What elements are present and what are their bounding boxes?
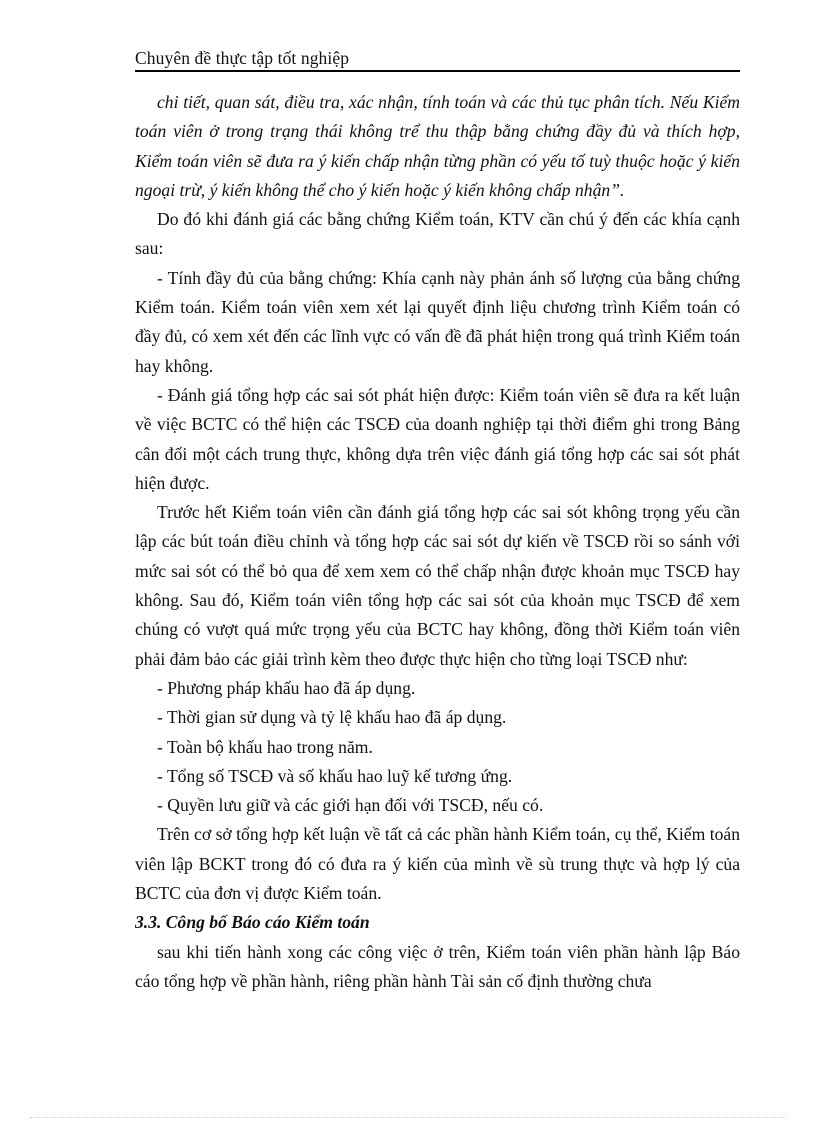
paragraph-auditor-assessment: Trước hết Kiểm toán viên cần đánh giá tổng hợp các sai sót không trọng yếu cần lập các bút toán điều chỉnh và tổng hợp các sai sót dự kiến về TSCĐ rồi so sánh với mức sai sót có thể bỏ qua để xem xem có thể chấp nhận được khoản mục TSCĐ hay không. Sau đó, Kiểm toán viên tổng hợp các sai sót của khoản mục TSCĐ để xem chúng có vượt quá mức trọng yếu của BCTC hay không, đồng thời Kiểm toán viên phải đảm bảo các giải trình kèm theo được thực hiện cho từng loại TSCĐ như:	[135, 502, 740, 669]
bullet-item: - Quyền lưu giữ và các giới hạn đối với TSCĐ, nếu có.	[157, 795, 544, 816]
document-body	[135, 88, 740, 996]
quote-paragraph: chi tiết, quan sát, điều tra, xác nhận, tính toán và các thủ tục phân tích. Nếu Kiểm toán viên ở trong trạng thái không trể thu thập bằng chứng đầy đủ và thích hợp, Kiểm toán viên sẽ đưa ra ý kiến chấp nhận từng phần có yếu tố tuỳ thuộc hoặc ý kiến ngoại trừ, ý kiến không thể cho ý kiến hoặc ý kiến không chấp nhận”.	[135, 92, 740, 200]
paragraph-aggregate-errors: - Đánh giá tổng hợp các sai sót phát hiện được: Kiểm toán viên sẽ đưa ra kết luận về việc BCTC có thể hiện các TSCĐ của doanh nghiệp tại thời điểm ghi trong Bảng cân đối một cách trung thực, không dựa trên việc đánh giá tổng hợp các sai sót phát hiện được.	[135, 384, 740, 493]
section-heading: 3.3. Công bố Báo cáo Kiểm toán	[135, 912, 370, 933]
paragraph-conclusion: Trên cơ sở tổng hợp kết luận về tất cả các phần hành Kiểm toán, cụ thể, Kiểm toán viên lập BCKT trong đó có đưa ra ý kiến của mình về sù trung thực và hợp lý của BCTC của đơn vị được Kiểm toán.	[135, 824, 740, 904]
paragraph-sufficiency: - Tính đầy đủ của bằng chứng: Khía cạnh này phản ánh số lượng của bằng chứng Kiểm toán. Kiểm toán viên xem xét lại quyết định liệu chương trình Kiểm toán có đầy đủ, có xem xét đến các lĩnh vực có vấn đề đã phát hiện trong quá trình Kiểm toán hay không.	[135, 267, 740, 376]
bullet-item: - Toàn bộ khấu hao trong năm.	[157, 736, 373, 757]
footer-divider	[30, 1117, 786, 1118]
header-title: Chuyên đề thực tập tốt nghiệp	[135, 48, 350, 68]
paragraph-evaluation-intro: Do đó khi đánh giá các bằng chứng Kiểm toán, KTV cần chú ý đến các khía cạnh sau:	[135, 209, 740, 259]
bullet-item: - Thời gian sử dụng và tỷ lệ khấu hao đã áp dụng.	[157, 707, 507, 728]
page-header	[135, 48, 740, 72]
bullet-item: - Phương pháp khấu hao đã áp dụng.	[157, 677, 416, 698]
paragraph-report: sau khi tiến hành xong các công việc ở trên, Kiểm toán viên phần hành lập Báo cáo tổng hợp về phần hành, riêng phần hành Tài sản cố định thường chưa	[135, 941, 740, 991]
bullet-item: - Tổng số TSCĐ và số khấu hao luỹ kế tương ứng.	[157, 765, 513, 786]
